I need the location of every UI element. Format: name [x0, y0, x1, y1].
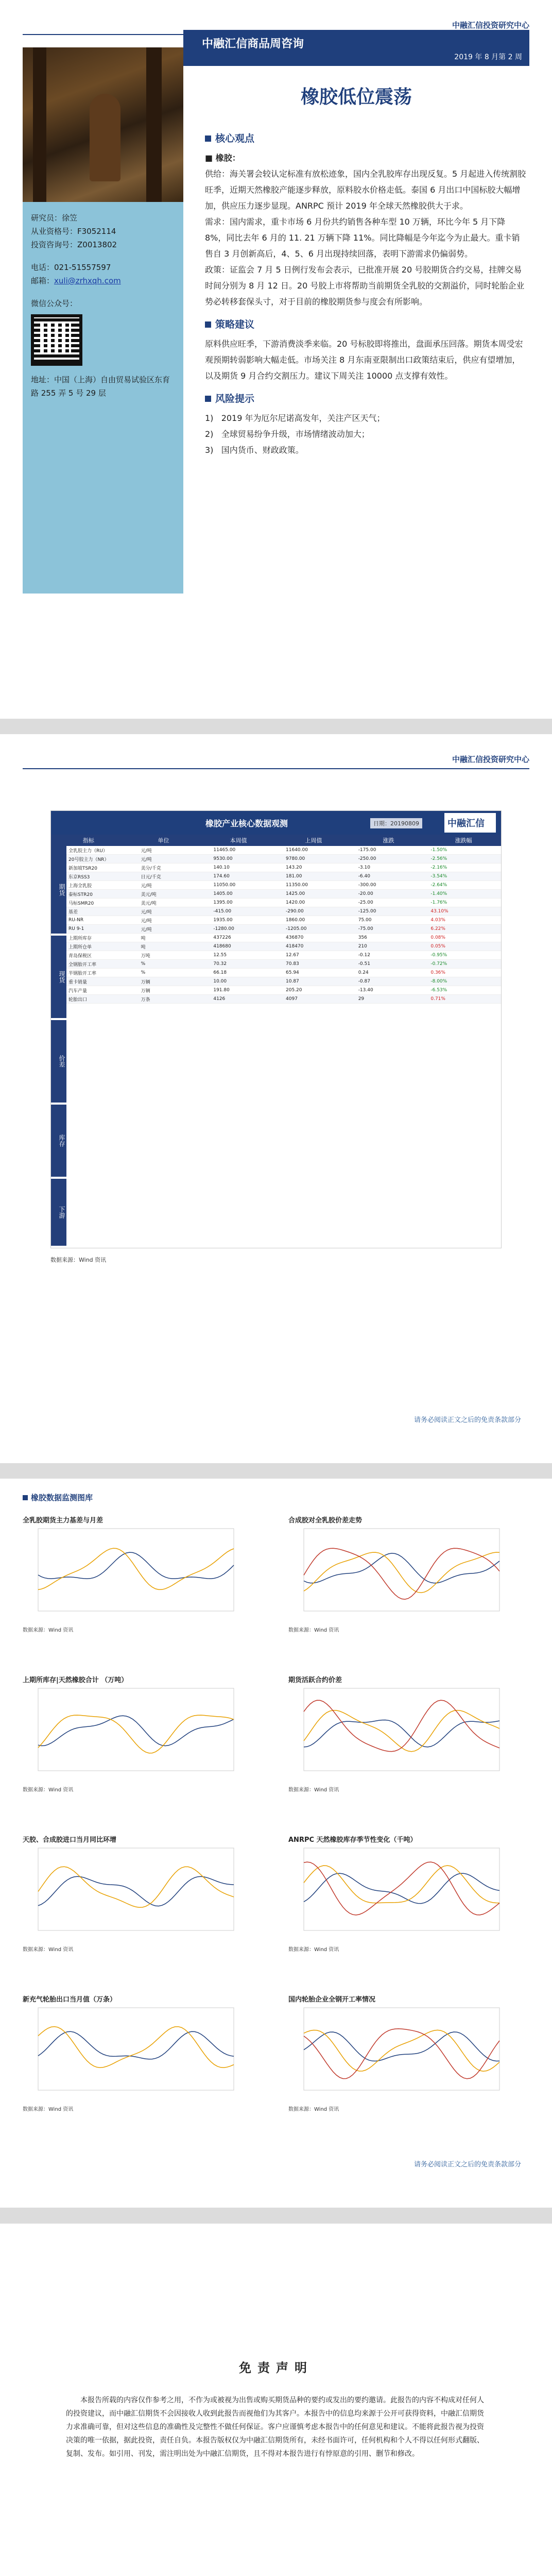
strategy-paragraph: 原料供应旺季，下游消费淡季来临。20 号标胶即将推出，盘面承压回落。期货本周受宏观预期转弱影响大幅走低。市场关注 8 月东南亚限制出口政策结束后，供应有望增加，以及期货 9 月合约交割压力。建议下周关注 10000 点支撑有效性。 — [205, 339, 523, 381]
table-section-label: 期货 — [51, 846, 66, 934]
table-cell: -3.54% — [430, 874, 447, 879]
chart-plot — [23, 1686, 244, 1784]
table-cell: 11465.00 — [213, 848, 236, 853]
chart-panel — [23, 1994, 244, 2112]
license-number: 从业资格号：F3052114 — [31, 227, 116, 236]
table-cell: -6.53% — [430, 988, 447, 993]
table-cell: 43.10% — [430, 909, 449, 914]
risk-list — [205, 410, 527, 458]
table-cell: 元/吨 — [141, 883, 152, 889]
table-cell: 66.18 — [213, 970, 227, 975]
email-label: 邮箱： — [31, 276, 55, 285]
chart-source: 数据来源：Wind 资讯 — [23, 2107, 74, 2112]
risk-item: 1) 2019 年为厄尔尼诺高发年，关注产区天气； — [205, 413, 385, 423]
table-cell: 12.55 — [213, 953, 227, 958]
table-source: 数据来源：Wind 资讯 — [50, 1257, 107, 1263]
table-cell: 吨 — [141, 944, 146, 950]
table-title: 橡胶产业核心数据观测 — [205, 819, 288, 828]
table-cell: 1935.00 — [213, 918, 233, 923]
table-cell: 元/吨 — [141, 927, 152, 933]
risk-item: 2) 全球贸易纷争升级，市场情绪波动加大； — [205, 429, 370, 439]
page-2 — [0, 734, 552, 1463]
table-cell: 10.00 — [213, 979, 227, 984]
chart-series-line — [304, 1720, 499, 1747]
chart-plot — [288, 1527, 510, 1624]
table-row — [66, 951, 501, 960]
table-row — [66, 881, 501, 890]
table-cell: -250.00 — [358, 856, 376, 861]
col-header: 上周值 — [305, 837, 322, 844]
chart-plot — [288, 1846, 510, 1944]
chart-plot — [288, 1686, 510, 1784]
table-cell: 11350.00 — [286, 883, 308, 888]
table-cell: -25.00 — [358, 900, 373, 905]
doc-title: 橡胶低位震荡 — [300, 87, 412, 108]
table-cell: 4097 — [286, 996, 298, 1002]
table-cell: 4126 — [213, 996, 226, 1002]
chart-series-line — [304, 2030, 499, 2071]
table-cell: 万吨 — [141, 953, 150, 959]
chart-frame — [38, 1688, 234, 1771]
table-cell: -415.00 — [213, 909, 232, 914]
table-cell: 基差 — [68, 909, 78, 915]
table-cell: 轮胎出口 — [68, 997, 88, 1003]
table-cell: 20号胶主力（NR） — [68, 857, 109, 862]
chart-panel — [23, 1834, 244, 1953]
chart-source: 数据来源：Wind 资讯 — [288, 1787, 339, 1793]
table-cell: 元/吨 — [141, 848, 152, 854]
table-columns — [51, 835, 501, 846]
chart-frame — [38, 1529, 234, 1611]
header-org: 中融汇信投资研究中心 — [452, 21, 529, 30]
table-cell: 青岛保税区 — [68, 953, 92, 959]
chart-series-line — [38, 1548, 234, 1589]
core-sub: ■ 橡胶： — [205, 153, 240, 163]
table-cell: 418680 — [213, 944, 231, 949]
section-marker-icon — [23, 1495, 28, 1500]
table-cell: 70.32 — [213, 961, 227, 967]
table-cell: 上期所库存 — [68, 936, 92, 941]
chart-series-line — [304, 2029, 499, 2079]
table-cell: 1395.00 — [213, 900, 233, 905]
table-cell: -2.56% — [430, 856, 447, 861]
chart-frame — [304, 1688, 499, 1771]
table-row — [66, 942, 501, 951]
chart-panel — [23, 1515, 244, 1633]
table-cell: 140.10 — [213, 865, 230, 870]
table-cell: 0.08% — [430, 935, 445, 940]
chart-series-line — [304, 2032, 499, 2061]
section-strategy: 策略建议 — [205, 317, 527, 333]
table-cell: 143.20 — [286, 865, 302, 870]
chart-panel — [288, 1994, 510, 2112]
chart-plot — [23, 1527, 244, 1624]
chart-series-line — [38, 1716, 234, 1745]
sidebar — [23, 47, 183, 594]
table-cell: -175.00 — [358, 848, 376, 853]
chart-title: 新充气轮胎出口当月值（万条） — [23, 1996, 117, 2004]
tree-trunk — [33, 47, 46, 202]
company-logo: 中融汇信 — [444, 813, 496, 833]
table-cell: 日元/千克 — [141, 874, 161, 880]
table-cell: 1860.00 — [286, 918, 305, 923]
chart-source: 数据来源：Wind 资讯 — [288, 1628, 339, 1633]
page-3 — [0, 1479, 552, 2208]
table-cell: 美元/吨 — [141, 892, 157, 897]
chart-frame — [304, 2008, 499, 2090]
table-row — [66, 855, 501, 863]
table-cell: -1205.00 — [286, 926, 307, 931]
table-cell: 210 — [358, 944, 367, 949]
chart-title: ANRPC 天然橡胶库存季节性变化（千吨） — [288, 1836, 417, 1844]
table-cell: -0.12 — [358, 953, 370, 958]
section-marker-icon — [205, 396, 211, 402]
chart-series-line — [304, 1862, 499, 1915]
table-cell: 吨 — [141, 936, 146, 941]
table-cell: -20.00 — [358, 891, 373, 896]
table-cell: 元/吨 — [141, 909, 152, 915]
risk-item: 3) 国内货币、财政政策。 — [205, 445, 304, 455]
table-cell: 181.00 — [286, 874, 302, 879]
table-row — [66, 969, 501, 977]
table-cell: 10.87 — [286, 979, 299, 984]
table-cell: 上海全乳胶 — [68, 883, 92, 889]
table-cell: 418470 — [286, 944, 304, 949]
page-footer: 请务必阅读正文之后的免责条款部分 — [413, 2161, 521, 2168]
table-cell: 11640.00 — [286, 848, 308, 853]
table-cell: 泰标STR20 — [68, 892, 93, 897]
table-body — [66, 846, 501, 1004]
table-row — [66, 846, 501, 855]
analyst-name: 研究员：徐笠 — [31, 213, 78, 223]
charts-heading: 橡胶数据监测图库 — [23, 1492, 93, 1503]
table-cell: 12.67 — [286, 953, 299, 958]
table-cell: 全钢胎开工率 — [68, 962, 97, 968]
phone: 电话：021-51557597 — [31, 263, 111, 272]
chart-series-line — [304, 1553, 499, 1583]
table-cell: -0.95% — [430, 953, 447, 958]
table-cell: -290.00 — [286, 909, 304, 914]
page-footer: 请务必阅读正文之后的免责条款部分 — [413, 1416, 521, 1424]
chart-series-line — [38, 1876, 234, 1906]
chart-plot — [23, 1846, 244, 1944]
table-cell: -1.50% — [430, 848, 447, 853]
col-header: 指标 — [82, 837, 94, 844]
table-cell: 65.94 — [286, 970, 299, 975]
section-core: 核心观点 — [205, 131, 527, 147]
table-cell: 马标SMR20 — [68, 901, 94, 906]
table-section-label: 库存 — [51, 1105, 66, 1177]
chart-series-line — [38, 2031, 234, 2059]
demand-paragraph: 需求：国内需求，重卡市场 6 月份共约销售各种车型 10 万辆，环比今年 5 月下降 8%，同比去年 6 月的 11. 21 万辆下降 11%。同比降幅是今年迄今为止最大。重卡销售自 3 月创新高后，4、5、6 月出现持续回落，表明下游需求仍偏弱势。 — [205, 217, 520, 259]
section-marker-icon — [205, 135, 211, 142]
chart-source: 数据来源：Wind 资讯 — [288, 1947, 339, 1953]
table-cell: -1.40% — [430, 891, 447, 896]
chart-series-line — [304, 1710, 499, 1752]
table-cell: 美元/吨 — [141, 901, 157, 906]
table-row — [66, 960, 501, 969]
table-cell: 437226 — [213, 935, 231, 940]
table-row — [66, 986, 501, 995]
table-cell: 0.24 — [358, 970, 369, 975]
chart-title: 全乳胶期货主力基差与月差 — [23, 1517, 104, 1524]
chart-series-line — [304, 1552, 499, 1592]
table-cell: 0.36% — [430, 970, 445, 975]
banner-title: 中融汇信商品周咨询 — [202, 38, 304, 50]
chart-panel — [288, 1674, 510, 1793]
table-cell: -6.40 — [358, 874, 370, 879]
policy-paragraph: 政策：证监会 7 月 5 日例行发布会表示，已批准开展 20 号胶期货合约交易，挂牌交易时间分别为 8 月 12 日。20 号胶上市将帮助当前期货全乳胶的交割溢价，同时轮胎企业势必转移套保头寸，对于目前的橡胶期货参与度会有所影响。 — [205, 265, 525, 307]
table-cell: 万辆 — [141, 979, 150, 985]
rubber-tapper-figure — [90, 94, 120, 181]
header-rule — [23, 768, 529, 769]
chart-series-line — [304, 1873, 499, 1904]
wechat-qr-code — [31, 314, 82, 366]
page-4 — [0, 2224, 552, 2576]
header-org: 中融汇信投资研究中心 — [452, 755, 529, 764]
chart-plot — [23, 2006, 244, 2104]
table-cell: 9780.00 — [286, 856, 305, 861]
table-cell: 191.80 — [213, 988, 230, 993]
table-cell: 70.83 — [286, 961, 299, 967]
chart-title: 上期所库存|天然橡胶合计 （万吨） — [23, 1676, 128, 1684]
table-cell: 万条 — [141, 997, 150, 1003]
table-section-label: 现货 — [51, 936, 66, 1018]
table-row — [66, 916, 501, 925]
table-cell: % — [141, 961, 146, 967]
table-row — [66, 863, 501, 872]
table-cell: 半钢胎开工率 — [68, 971, 97, 976]
table-cell: 356 — [358, 935, 367, 940]
table-cell: 29 — [358, 996, 365, 1002]
table-cell: RU 9-1 — [68, 926, 84, 931]
table-row — [66, 977, 501, 986]
chart-source: 数据来源：Wind 资讯 — [23, 1628, 74, 1633]
table-cell: 436870 — [286, 935, 304, 940]
table-cell: -0.87 — [358, 979, 370, 984]
chart-title: 合成胶对全乳胶价差走势 — [288, 1517, 363, 1524]
table-cell: 汽车产量 — [68, 988, 88, 994]
supply-paragraph: 供给：海关署会较认定标准有放松迹象，国内全乳胶库存出现反复。5 月起进入传统割胶旺季，近期天然橡胶产能逐步释放，原料胶水价格走低。泰国 6 月出口中国标胶大幅增加，供应压力逐步显现。ANRPC 预计 2019 年全球天然橡胶供大于求。 — [205, 169, 526, 211]
table-cell: -0.72% — [430, 961, 447, 967]
section-risk: 风险提示 — [205, 391, 527, 407]
table-cell: 1420.00 — [286, 900, 305, 905]
chart-source: 数据来源：Wind 资讯 — [288, 2107, 339, 2112]
table-cell: -75.00 — [358, 926, 373, 931]
col-header: 涨跌 — [383, 837, 394, 844]
table-row — [66, 899, 501, 907]
chart-panel — [288, 1515, 510, 1633]
disclaimer-text: 本报告所载的内容仅作参考之用，不作为或被视为出售或购买期货品种的要约或发出的要约邀请。此报告的内容不构成对任何人的投资建议，而中融汇信期货不会因接收人收到此报告而视他们为其客户。本报告中的信息均来源于公开可获得资料，中融汇信期货力求准确可靠，但对这些信息的准确性及完整性不做任何保证。客户应谨慎考虑本报告中的任何意见和建议。不能将此报告视为投资决策的唯一依据，据此投资，责任自负。本报告版权仅为中融汇信期货所有，未经书面许可，任何机构和个人不得以任何形式翻版、复制、发布。如引用、刊发，需注明出处为中融汇信期货，且不得对本报告进行有悖原意的引用、删节和修改。 — [66, 2396, 484, 2458]
table-section-label: 下游 — [51, 1179, 66, 1246]
chart-source: 数据来源：Wind 资讯 — [23, 1947, 74, 1953]
chart-title: 国内轮胎企业全钢开工率情况 — [288, 1996, 376, 2004]
table-cell: 元/吨 — [141, 918, 152, 924]
chart-panel — [288, 1834, 510, 1953]
table-cell: 1425.00 — [286, 891, 305, 896]
col-header: 本周值 — [230, 837, 247, 844]
chart-series-line — [38, 1867, 234, 1907]
chart-series-line — [38, 2027, 234, 2068]
table-cell: 6.22% — [430, 926, 445, 931]
table-cell: 4.03% — [430, 918, 445, 923]
table-cell: -13.40 — [358, 988, 373, 993]
table-cell: 元/吨 — [141, 857, 152, 862]
disclaimer-title: 免责声明 — [239, 2361, 313, 2375]
table-cell: -0.51 — [358, 961, 370, 967]
table-cell: 75.00 — [358, 918, 372, 923]
table-cell: 11050.00 — [213, 883, 236, 888]
table-cell: 1405.00 — [213, 891, 233, 896]
col-header: 单位 — [158, 837, 169, 844]
table-cell: -1280.00 — [213, 926, 234, 931]
banner-date: 2019 年 8 月第 2 周 — [454, 53, 522, 61]
table-row — [66, 995, 501, 1004]
table-cell: -2.64% — [430, 883, 447, 888]
table-cell: 新加坡TSR20 — [68, 866, 97, 871]
table-cell: RU-NR — [68, 918, 84, 923]
analyst-info — [23, 202, 183, 409]
chart-frame — [38, 2008, 234, 2090]
table-cell: 万辆 — [141, 988, 150, 994]
table-row — [66, 890, 501, 899]
wechat-label: 微信公众号： — [31, 299, 78, 308]
table-cell: 上期所仓单 — [68, 944, 92, 950]
email-link[interactable]: xuli@zrhxqh.com — [54, 276, 121, 285]
table-cell: 全乳胶主力（RU） — [68, 848, 108, 854]
table-cell: 9530.00 — [213, 856, 233, 861]
chart-panel — [23, 1674, 244, 1793]
table-cell: -125.00 — [358, 909, 376, 914]
table-row — [66, 925, 501, 934]
table-date: 日期：20190809 — [370, 818, 422, 828]
chart-title: 期货活跃合约价差 — [288, 1676, 342, 1684]
table-section-label: 价差 — [51, 1020, 66, 1103]
table-cell: 重卡销量 — [68, 979, 88, 985]
table-header — [51, 811, 501, 835]
page-1 — [0, 0, 552, 719]
tree-trunk — [146, 47, 162, 202]
table-cell: % — [141, 970, 146, 975]
section-marker-icon — [205, 321, 211, 328]
table-cell: 美分/千克 — [141, 866, 161, 871]
main-content — [205, 124, 527, 458]
table-cell: 174.60 — [213, 874, 230, 879]
report-banner — [183, 30, 529, 66]
table-cell: -8.00% — [430, 979, 447, 984]
table-row — [66, 872, 501, 881]
table-cell: -1.76% — [430, 900, 447, 905]
table-row — [66, 907, 501, 916]
table-cell: -2.16% — [430, 865, 447, 870]
chart-title: 天胶、合成胶进口当月同比环增 — [23, 1836, 117, 1844]
table-cell: -300.00 — [358, 883, 376, 888]
chart-plot — [288, 2006, 510, 2104]
col-header: 涨跌幅 — [455, 837, 472, 844]
table-row — [66, 934, 501, 942]
cover-photo — [23, 47, 183, 202]
table-cell: 205.20 — [286, 988, 302, 993]
chart-frame — [38, 1848, 234, 1930]
table-cell: 0.71% — [430, 996, 445, 1002]
chart-series-line — [38, 1715, 234, 1753]
table-cell: 0.05% — [430, 944, 445, 949]
table-cell: 东京RSS3 — [68, 874, 90, 880]
data-table — [50, 810, 502, 1248]
chart-frame — [304, 1848, 499, 1930]
table-cell: -3.10 — [358, 865, 370, 870]
advisor-number: 投资咨询号：Z0013802 — [31, 240, 117, 249]
chart-source: 数据来源：Wind 资讯 — [23, 1787, 74, 1793]
address: 地址：中国（上海）自由贸易试验区东育路 255 弄 5 号 29 层 — [31, 375, 170, 398]
